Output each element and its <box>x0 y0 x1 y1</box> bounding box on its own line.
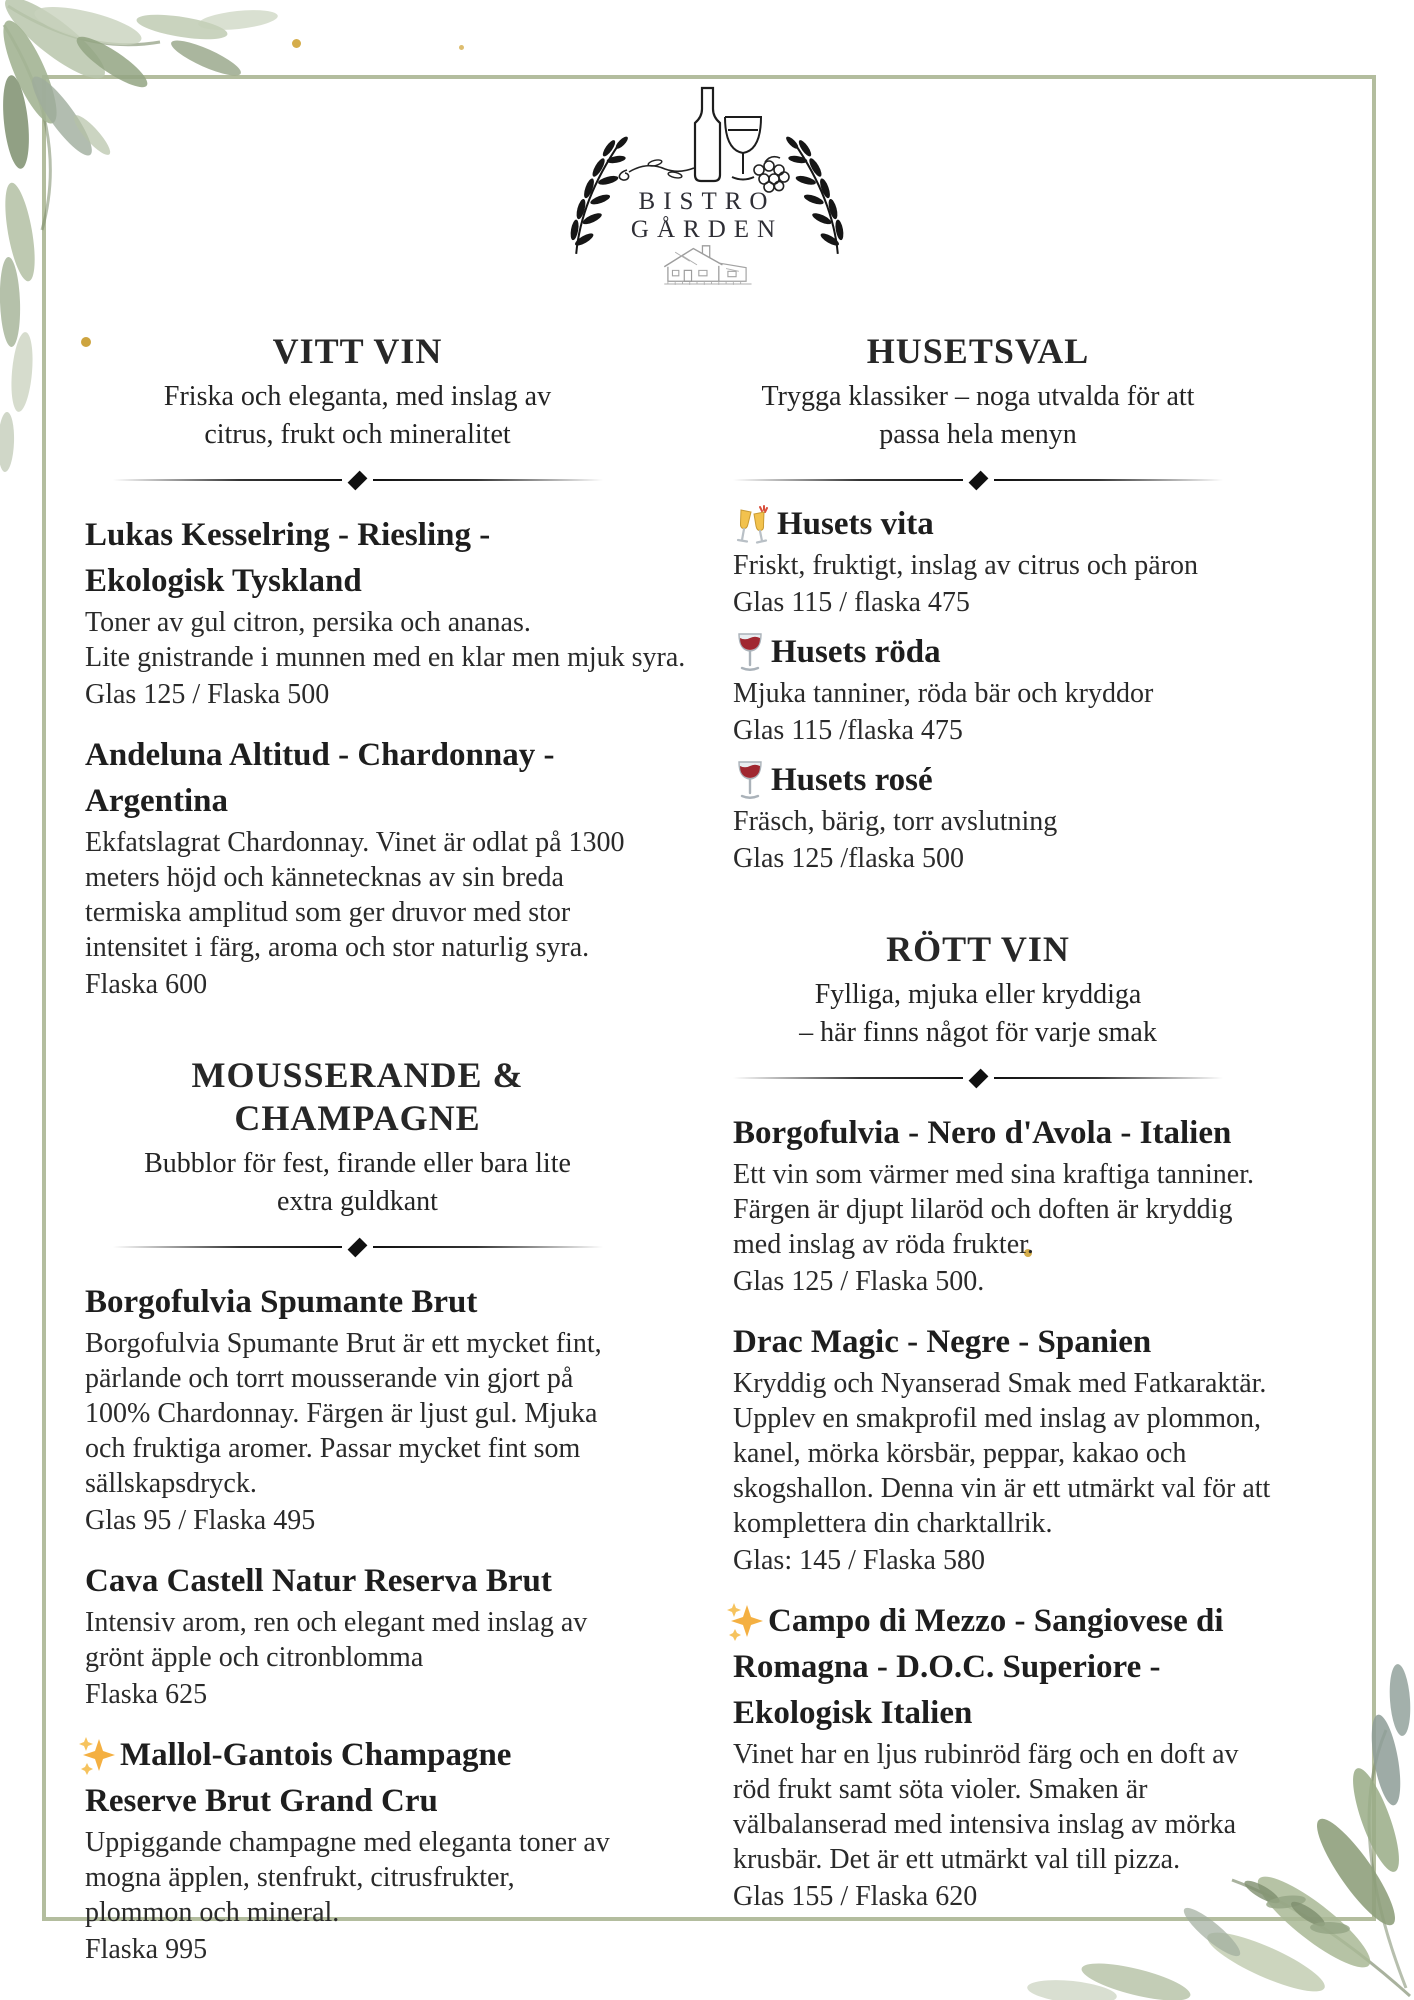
diamond-ornament-icon <box>348 470 368 490</box>
wine-description: Vinet har en ljus rubinröd färg och en doft av röd frukt samt söta violer. Smaken är välbalanserad med intensiva inslag av mörka krusbär. Det är ett utmärkt val till pizza. <box>733 1739 1239 1875</box>
section-subtitle: Bubblor för fest, firande eller bara lite extra guldkant <box>144 1148 571 1217</box>
menu-column-right <box>733 330 1271 1914</box>
wine-price: Glas 155 / Flaska 620 <box>733 1881 978 1912</box>
wine-bottle-and-glass-icon <box>607 84 807 196</box>
wine-price: Glas 115 /flaska 475 <box>733 715 963 746</box>
section-title: MOUSSERANDE & <box>191 1055 524 1095</box>
wine-description: Friskt, fruktigt, inslag av citrus och päron <box>733 550 1199 581</box>
laurel-branch-icon <box>785 128 849 263</box>
wine-item-mallol-gantois: Mallol-Gantois Champagne Reserve Brut Grand Cru Uppiggande champagne med eleganta toner av mogna äpplen, stenfrukt, citrusfrukter, plommon och mineral. Flaska 995 <box>85 1732 630 1967</box>
wine-item-cava-castell: Cava Castell Natur Reserva Brut Intensiv arom, ren och elegant med inslag av grönt äpple och citronblomma Flaska 625 <box>85 1558 630 1712</box>
wine-price: Flaska 995 <box>85 1934 208 1965</box>
wine-price: Glas 95 / Flaska 495 <box>85 1505 316 1536</box>
section-divider <box>113 1235 603 1259</box>
wine-price: Glas 125 / Flaska 500. <box>733 1266 985 1297</box>
wine-item-drac-magic: Drac Magic - Negre - Spanien Kryddig och Nyanserad Smak med Fatkaraktär. Upplev en smakprofil med inslag av plommon, kanel, mörka körsbär, peppar, kakao och skogshallon. Denna vin är ett utmärkt val för att komplettera din charktallrik. Glas: 145 / Flaska 580 <box>733 1324 1271 1576</box>
wine-glass-icon <box>733 632 767 672</box>
wine-price: Glas 125 /flaska 500 <box>733 843 964 874</box>
logo-name-line2: GÅRDEN <box>630 216 784 243</box>
wine-price: Glas 125 / Flaska 500 <box>85 679 330 710</box>
section-title: HUSETSVAL <box>866 331 1090 371</box>
wine-item-husets-roda: Husets röda Mjuka tanniner, röda bär och kryddor Glas 115 /flaska 475 <box>733 629 1223 748</box>
menu-column-left <box>85 330 686 1967</box>
wine-price: Glas 115 / flaska 475 <box>733 587 970 618</box>
sparkles-icon <box>77 1733 119 1777</box>
section-rott-vin <box>733 928 1271 1914</box>
clinking-glasses-icon <box>733 504 773 544</box>
wine-description: Ekfatslagrat Chardonnay. Vinet är odlat på 1300 meters höjd och kännetecknas av sin breda termiska amplitud som ger druvor med stor intensitet i färg, aroma och stor naturlig syra. <box>85 827 625 963</box>
logo-name-line1: BISTRO <box>638 188 776 215</box>
wine-description: Uppiggande champagne med eleganta toner av mogna äpplen, stenfrukt, citrusfrukter, plommon och mineral. <box>85 1827 610 1928</box>
section-divider <box>733 468 1223 492</box>
sparkles-icon <box>725 1599 767 1643</box>
wine-item-borgofulvia-spumante: Borgofulvia Spumante Brut Borgofulvia Spumante Brut är ett mycket fint, pärlande och torrt mousserande vin gjort på 100% Chardonnay. Färgen är ljust gul. Mjuka och fruktiga aromer. Passar mycket fint som sällskapsdryck. Glas 95 / Flaska 495 <box>85 1279 630 1538</box>
wine-item-husets-rose: Husets rosé Fräsch, bärig, torr avslutning Glas 125 /flaska 500 <box>733 757 1223 876</box>
farmhouse-sketch-icon <box>657 241 757 287</box>
section-vitt-vin <box>85 330 686 1002</box>
section-divider <box>733 1066 1223 1090</box>
wine-glass-icon <box>733 760 767 800</box>
section-divider <box>113 468 603 492</box>
restaurant-logo <box>0 80 1414 287</box>
wine-price: Flaska 625 <box>85 1679 208 1710</box>
section-title: CHAMPAGNE <box>234 1098 481 1138</box>
wine-item-husets-vita: Husets vita Friskt, fruktigt, inslag av citrus och päron Glas 115 / flaska 475 <box>733 501 1223 620</box>
section-subtitle: Fylliga, mjuka eller kryddiga – här finns något för varje smak <box>799 979 1157 1048</box>
wine-description: Ett vin som värmer med sina kraftiga tanniner. Färgen är djupt lilaröd och doften är kryddig med inslag av röda frukter. <box>733 1159 1254 1260</box>
wine-item-campo-di-mezzo: Campo di Mezzo - Sangiovese di Romagna - D.O.C. Superiore - Ekologisk Italien Vinet har en ljus rubinröd färg och en doft av röd frukt samt söta violer. Smaken är välbalanserad med intensiva inslag av mörka krusbär. Det är ett utmärkt val till pizza. Glas 155 / Flaska 620 <box>733 1598 1223 1914</box>
wine-description: Intensiv arom, ren och elegant med inslag av grönt äpple och citronblomma <box>85 1607 588 1673</box>
wine-item-andeluna-altitud: Andeluna Altitud - Chardonnay - Argentina Ekfatslagrat Chardonnay. Vinet är odlat på 1300 meters höjd och kännetecknas av sin breda termiska amplitud som ger druvor med stor intensitet i färg, aroma och stor naturlig syra. Flaska 600 <box>85 732 630 1002</box>
wine-description: Kryddig och Nyanserad Smak med Fatkaraktär. Upplev en smakprofil med inslag av plommon, kanel, mörka körsbär, peppar, kakao och skogshallon. Denna vin är ett utmärkt val för att komplettera din charktallrik. <box>733 1368 1271 1539</box>
section-mousserande-champagne <box>85 1054 630 1967</box>
wine-description: Borgofulvia Spumante Brut är ett mycket fint, pärlande och torrt mousserande vin gjort på 100% Chardonnay. Färgen är ljust gul. Mjuka och fruktiga aromer. Passar mycket fint som sällskapsdryck. <box>85 1328 602 1499</box>
wine-item-lukas-kesselring: Lukas Kesselring - Riesling - Ekologisk Tyskland Toner av gul citron, persika och ananas. Lite gnistrande i munnen med en klar men mjuk syra. Glas 125 / Flaska 500 <box>85 517 686 710</box>
wine-description: Toner av gul citron, persika och ananas. Lite gnistrande i munnen med en klar men mjuk syra. <box>85 607 686 673</box>
wine-description: Mjuka tanniner, röda bär och kryddor <box>733 678 1154 709</box>
gold-dot <box>459 45 464 50</box>
section-husetsval <box>733 330 1223 876</box>
section-subtitle: Trygga klassiker – noga utvalda för att passa hela menyn <box>761 381 1195 450</box>
diamond-ornament-icon <box>968 1068 988 1088</box>
laurel-branch-icon <box>565 128 629 263</box>
gold-dot <box>292 39 301 48</box>
wine-item-borgofulvia-nero: Borgofulvia - Nero d'Avola - Italien Ett vin som värmer med sina kraftiga tanniner. Färgen är djupt lilaröd och doften är kryddig med inslag av röda frukter. Glas 125 / Flaska 500. <box>733 1115 1254 1297</box>
wine-description: Fräsch, bärig, torr avslutning <box>733 806 1058 837</box>
section-title: RÖTT VIN <box>886 929 1070 969</box>
diamond-ornament-icon <box>968 470 988 490</box>
diamond-ornament-icon <box>348 1237 368 1257</box>
section-title: VITT VIN <box>272 331 443 371</box>
section-subtitle: Friska och eleganta, med inslag av citrus, frukt och mineralitet <box>163 381 552 450</box>
wine-price: Glas: 145 / Flaska 580 <box>733 1545 985 1576</box>
wine-price: Flaska 600 <box>85 969 208 1000</box>
